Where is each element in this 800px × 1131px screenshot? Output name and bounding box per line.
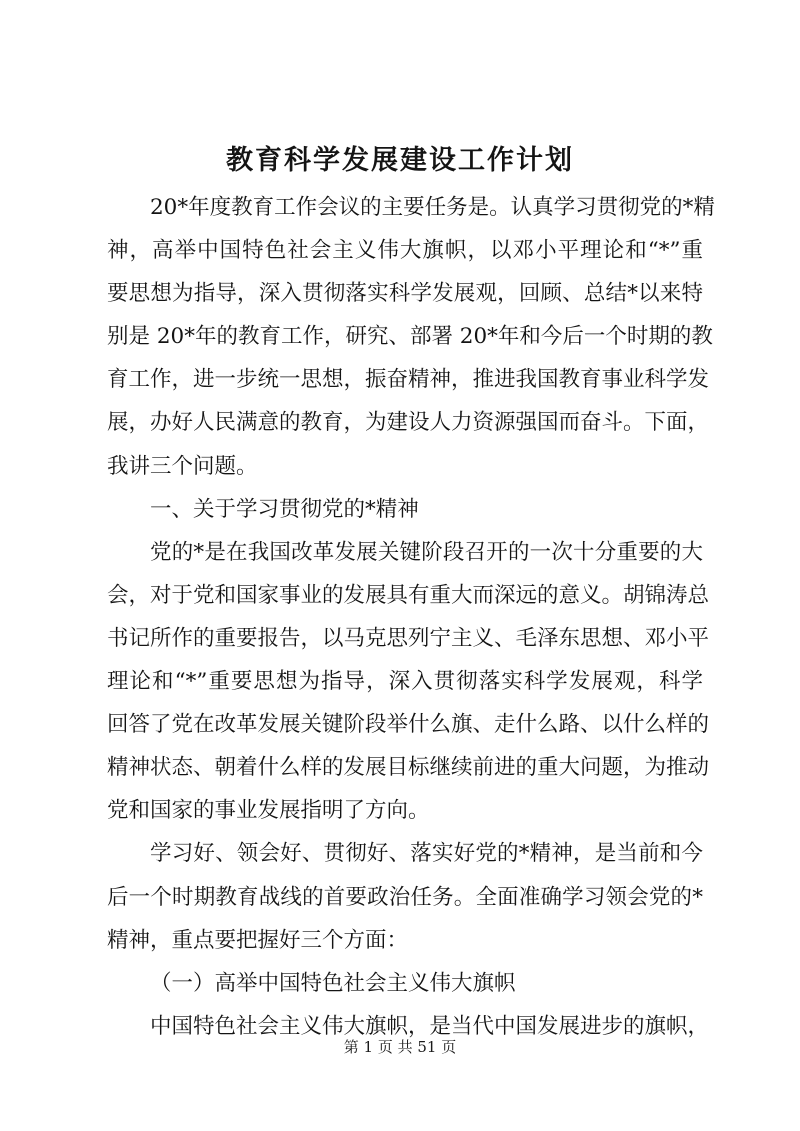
paragraph-line: 中国特色社会主义伟大旗帜，是当代中国发展进步的旗帜，: [150, 1013, 710, 1039]
paragraph-line: 回答了党在改革发展关键阶段举什么旗、走什么路、以什么样的: [107, 712, 710, 738]
paragraph-line: 党的*是在我国改革发展关键阶段召开的一次十分重要的大: [150, 539, 703, 565]
document-body: [107, 186, 715, 1048]
paragraph-line: 学习好、领会好、贯彻好、落实好党的*精神，是当前和今: [150, 841, 703, 867]
section-heading: 一、关于学习贯彻党的*精神: [150, 496, 419, 522]
paragraph-line: 要思想为指导，深入贯彻落实科学发展观，回顾、总结*以来特: [107, 281, 703, 307]
paragraph-line: 书记所作的重要报告，以马克思列宁主义、毛泽东思想、邓小平: [107, 625, 710, 651]
paragraph-line: 别是 20*年的教育工作，研究、部署 20*年和今后一个时期的教: [107, 324, 713, 350]
paragraph-line: 我讲三个问题。: [107, 453, 258, 479]
paragraph-line: 理论和“*”重要思想为指导，深入贯彻落实科学发展观，科学: [107, 669, 703, 695]
paragraph-line: 展，办好人民满意的教育，为建设人力资源强国而奋斗。下面，: [107, 410, 710, 436]
paragraph-line: 育工作，进一步统一思想，振奋精神，推进我国教育事业科学发: [107, 367, 710, 393]
paragraph-line: 20*年度教育工作会议的主要任务是。认真学习贯彻党的*精: [150, 195, 715, 220]
paragraph-line: 精神，重点要把握好三个方面：: [107, 927, 409, 953]
subsection-heading: （一）高举中国特色社会主义伟大旗帜: [150, 970, 516, 996]
paragraph-line: 党和国家的事业发展指明了方向。: [107, 798, 430, 824]
document-title: 教育科学发展建设工作计划: [226, 145, 574, 176]
paragraph-line: 后一个时期教育战线的首要政治任务。全面准确学习领会党的*: [107, 884, 703, 910]
paragraph-line: 精神状态、朝着什么样的发展目标继续前进的重大问题，为推动: [107, 755, 710, 781]
paragraph-line: 神，高举中国特色社会主义伟大旗帜，以邓小平理论和“*”重: [107, 238, 703, 264]
page-footer: 第 1 页 共 51 页: [343, 1038, 457, 1056]
paragraph-line: 会，对于党和国家事业的发展具有重大而深远的意义。胡锦涛总: [107, 582, 710, 608]
